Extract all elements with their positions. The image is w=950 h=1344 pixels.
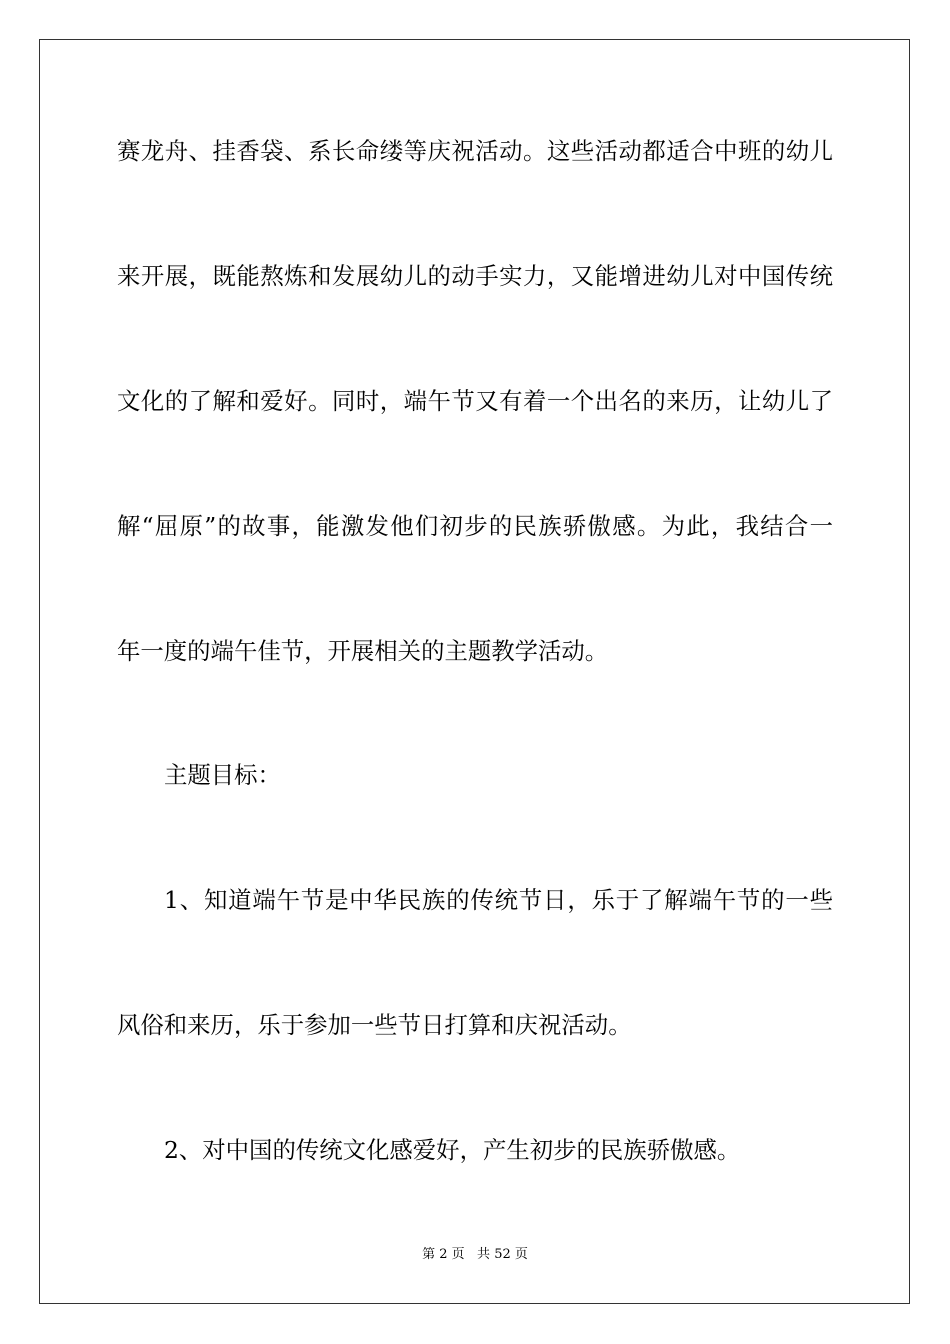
page-number-footer: 第 2 页 共 52 页 [422, 1247, 528, 1262]
body-text-line-2: 来开展，既能熬炼和发展幼儿的动手实力，又能增进幼儿对中国传统 [117, 262, 833, 290]
goal-item-1-line-1: 1、知道端午节是中华民族的传统节日，乐于了解端午节的一些 [164, 886, 833, 914]
body-text-line-5: 年一度的端午佳节，开展相关的主题教学活动。 [117, 637, 609, 665]
section-heading-goals: 主题目标： [164, 761, 281, 789]
body-text-line-3: 文化的了解和爱好。同时，端午节又有着一个出名的来历，让幼儿了 [117, 387, 833, 415]
body-text-line-1: 赛龙舟、挂香袋、系长命缕等庆祝活动。这些活动都适合中班的幼儿 [117, 137, 833, 165]
goal-item-2: 2、对中国的传统文化感爱好，产生初步的民族骄傲感。 [164, 1136, 741, 1164]
body-text-line-4: 解“屈原”的故事，能激发他们初步的民族骄傲感。为此，我结合一 [117, 512, 833, 540]
goal-item-1-line-2: 风俗和来历，乐于参加一些节日打算和庆祝活动。 [117, 1011, 632, 1039]
page-frame [39, 39, 910, 1304]
